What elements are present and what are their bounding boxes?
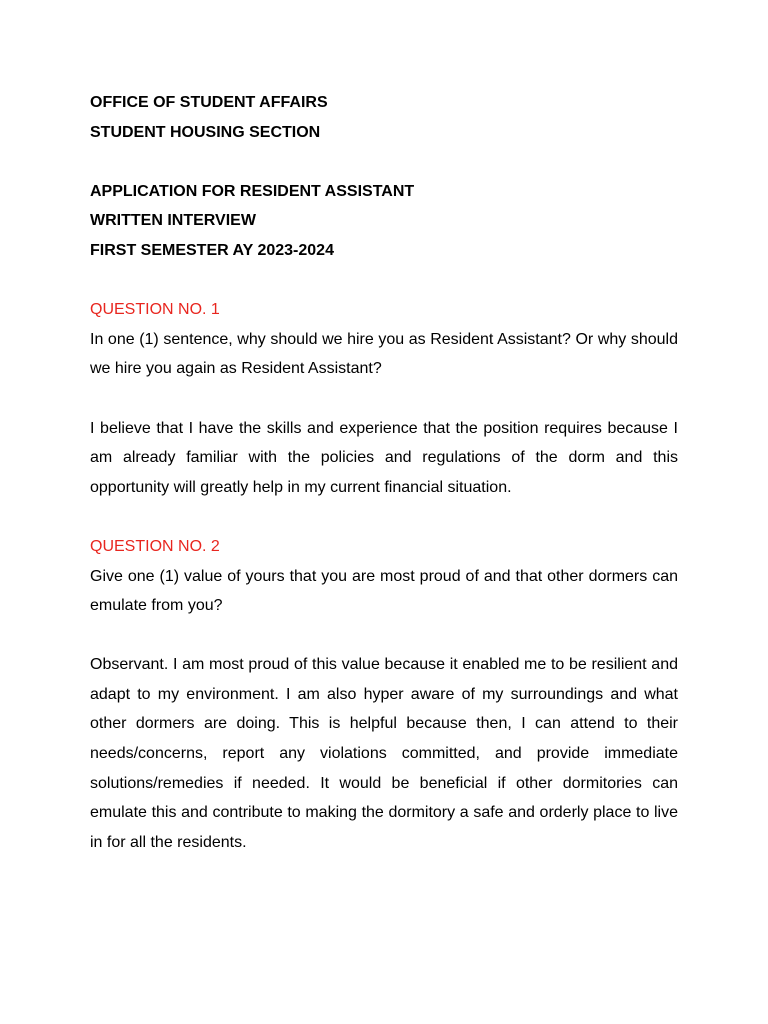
office-heading: OFFICE OF STUDENT AFFAIRS: [90, 94, 328, 111]
question-1-answer: I believe that I have the skills and experience that the position requires because I am already familiar with the policies and regulations of the dorm and this opportunity will greatly help in my current financial situation.: [90, 419, 678, 496]
spacer: [90, 621, 678, 651]
document-page: [90, 88, 678, 857]
section-heading: STUDENT HOUSING SECTION: [90, 123, 321, 141]
question-2-label: QUESTION NO. 2: [90, 537, 220, 555]
question-1-label: QUESTION NO. 1: [90, 301, 220, 319]
interview-title: WRITTEN INTERVIEW: [90, 212, 256, 230]
spacer: [90, 266, 678, 296]
question-1-prompt: In one (1) sentence, why should we hire you as Resident Assistant? Or why should we hire you again as Resident Assistant?: [90, 330, 678, 378]
spacer: [90, 384, 678, 414]
question-2-answer: Observant. I am most proud of this value because it enabled me to be resilient and adapt to my environment. I am also hyper aware of my surroundings and what other dormers are doing. This is helpful because then, I can attend to their needs/concerns, report any violations committed, and provide immediate solutions/remedies if needed. It would be beneficial if other dormitories can emulate this and contribute to making the dormitory a safe and orderly place to live in for all the residents.: [90, 656, 678, 851]
semester-title: FIRST SEMESTER AY 2023-2024: [90, 241, 334, 259]
spacer: [90, 502, 678, 532]
application-title: APPLICATION FOR RESIDENT ASSISTANT: [90, 182, 415, 200]
spacer: [90, 147, 678, 177]
question-2-prompt: Give one (1) value of yours that you are most proud of and that other dormers can emulate from you?: [90, 567, 678, 615]
